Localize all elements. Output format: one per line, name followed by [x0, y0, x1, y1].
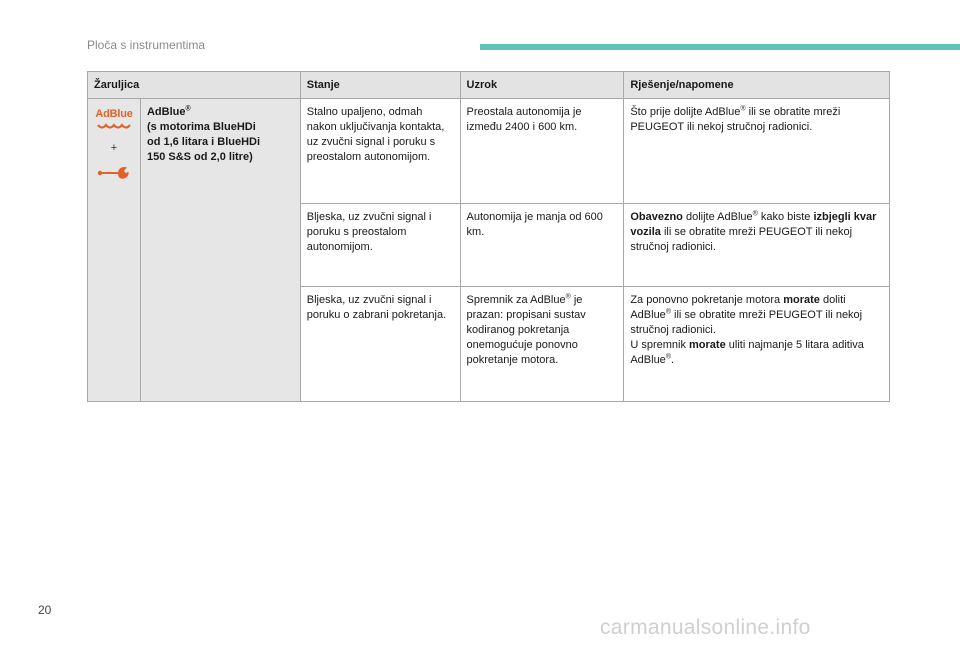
row2-uzrok: Autonomija je manja od 600 km.	[460, 204, 624, 287]
row1-uzrok: Preostala autonomija je između 2400 i 600 km.	[460, 99, 624, 204]
warning-lamp-table	[87, 71, 890, 402]
watermark: carmanualsonline.info	[600, 616, 811, 639]
row3-uzrok: Spremnik za AdBlue® je prazan: propisani sustav kodiranog pokretanja onemogućuje ponovno pokretanje motora.	[460, 287, 624, 402]
lamp-description	[140, 99, 300, 402]
lamp-cell	[88, 99, 141, 402]
table-header-row	[88, 72, 890, 99]
row3-rjesenje: Za ponovno pokretanje motora morate doliti AdBlue® ili se obratite mreži PEUGEOT ili nekoj stručnoj radionici. U spremnik morate uliti najmanje 5 litara aditiva AdBlue®.	[624, 287, 890, 402]
header-rjesenje: Rješenje/napomene	[624, 72, 890, 99]
adblue-wave-icon	[97, 123, 131, 131]
page-number: 20	[38, 603, 52, 617]
header-accent-bar	[480, 44, 960, 50]
plus-sign: +	[110, 142, 118, 154]
section-title: Ploča s instrumentima	[87, 38, 206, 52]
wrench-icon	[97, 166, 131, 180]
adblue-icon	[90, 107, 138, 131]
desc-line1: (s motorima BlueHDi	[146, 121, 256, 133]
row2-stanje: Bljeska, uz zvučni signal i poruku s preostalom autonomijom.	[300, 204, 460, 287]
adblue-logo-text: AdBlue	[95, 108, 133, 120]
desc-line3: 150 S&S od 2,0 litre)	[146, 151, 253, 163]
desc-sup: ®	[185, 105, 191, 113]
header-zaruljica: Žaruljica	[88, 72, 301, 99]
table-row	[88, 99, 890, 204]
row2-rjesenje: Obavezno dolijte AdBlue® kako biste izbjegli kvar vozila ili se obratite mreži PEUGEOT ili nekoj stručnoj radionici.	[624, 204, 890, 287]
row3-stanje: Bljeska, uz zvučni signal i poruku o zabrani pokretanja.	[300, 287, 460, 402]
desc-line2: od 1,6 litara i BlueHDi	[146, 136, 261, 148]
header-stanje: Stanje	[300, 72, 460, 99]
header-uzrok: Uzrok	[460, 72, 624, 99]
desc-name: AdBlue	[146, 106, 186, 118]
row1-stanje: Stalno upaljeno, odmah nakon uključivanja kontakta, uz zvučni signal i poruku s preostalom autonomijom.	[300, 99, 460, 204]
row1-rjesenje: Što prije dolijte AdBlue® ili se obratite mreži PEUGEOT ili nekoj stručnoj radionici.	[624, 99, 890, 204]
